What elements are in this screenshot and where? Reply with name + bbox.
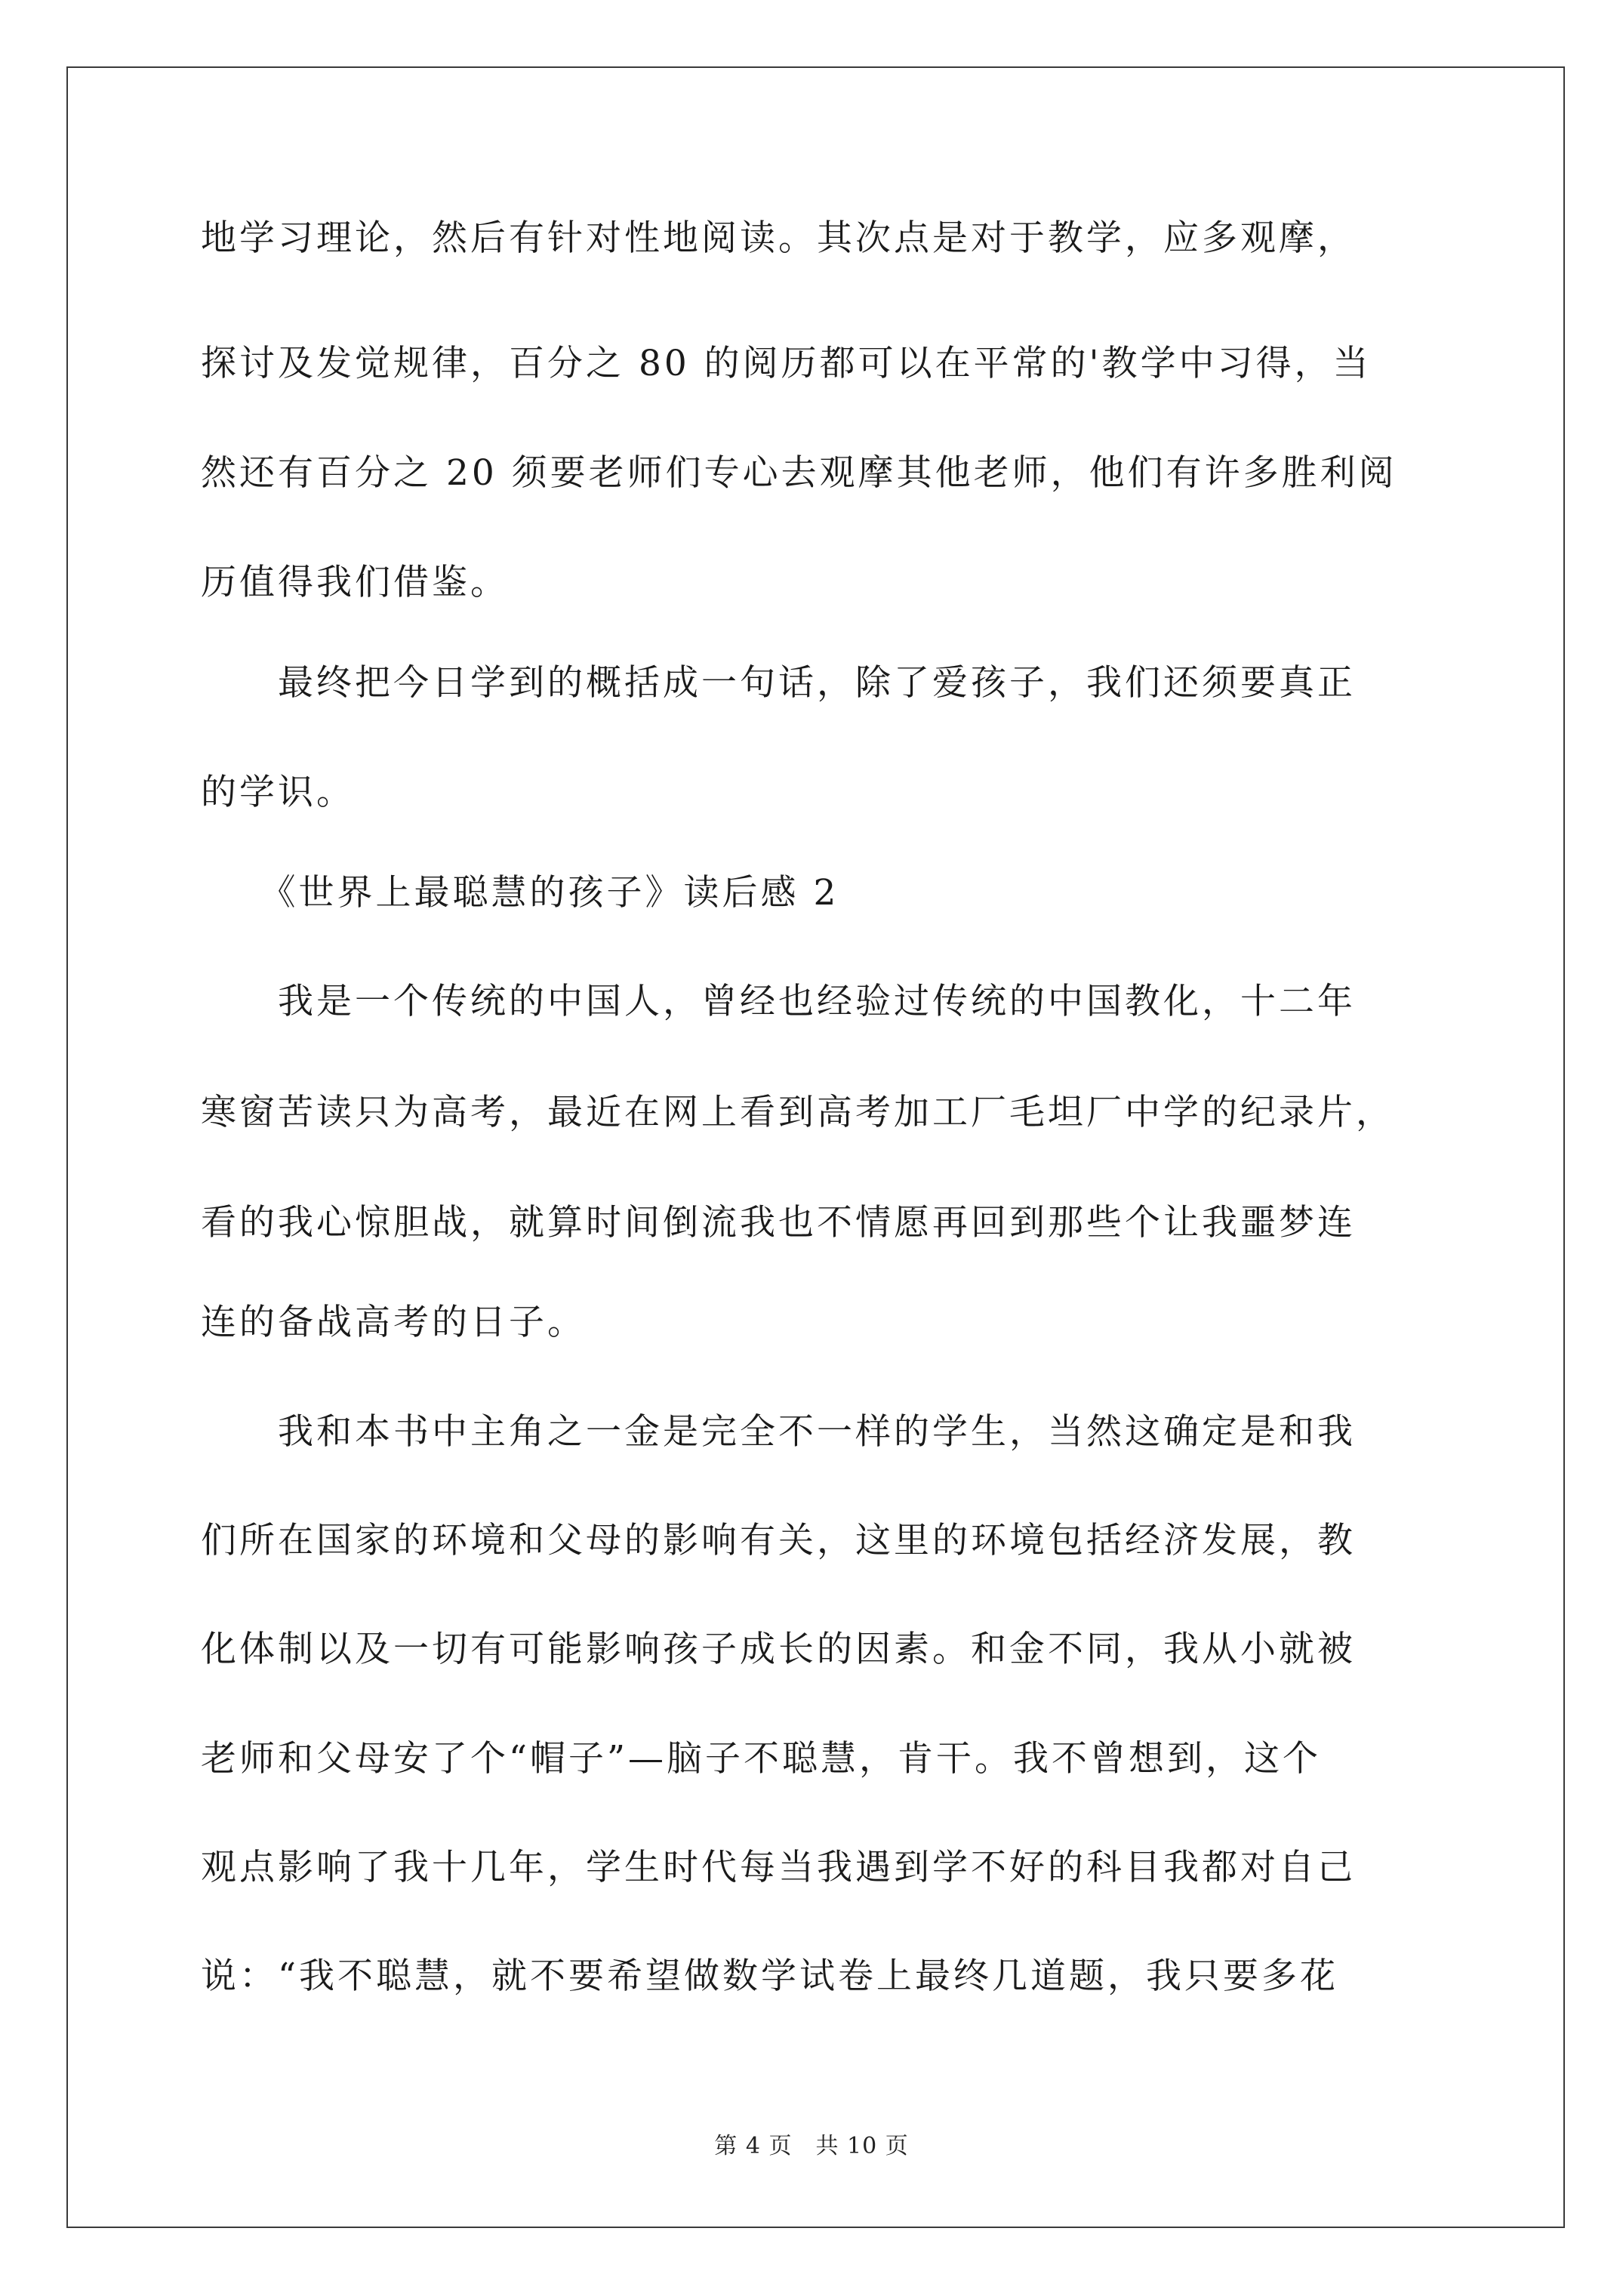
body-text-line: 说：“我不聪慧，就不要希望做数学试卷上最终几道题，我只要多花: [201, 1955, 1339, 1997]
section-heading: 《世界上最聪慧的孩子》读后感 2: [201, 872, 839, 914]
body-text-line: 寒窗苦读只为高考，最近在网上看到高考加工厂毛坦厂中学的纪录片，: [201, 1092, 1394, 1133]
page-number-footer: 第 4 页 共 10 页: [714, 2133, 909, 2159]
body-text-line: 我是一个传统的中国人，曾经也经验过传统的中国教化，十二年: [201, 981, 1356, 1022]
body-text-line: 最终把今日学到的概括成一句话，除了爱孩子，我们还须要真正: [201, 662, 1356, 704]
body-text-line: 历值得我们借鉴。: [201, 562, 509, 603]
body-text-line: 探讨及发觉规律，百分之 80 的阅历都可以在平常的'教学中习得，当: [201, 343, 1372, 384]
body-text-line: 化体制以及一切有可能影响孩子成长的因素。和金不同，我从小就被: [201, 1629, 1356, 1670]
body-text-line: 观点影响了我十几年，学生时代每当我遇到学不好的科目我都对自己: [201, 1847, 1356, 1888]
body-text-line: 连的备战高考的日子。: [201, 1302, 586, 1343]
page-border: [66, 66, 1565, 2228]
body-text-line: 老师和父母安了个“帽子”—脑子不聪慧，肯干。我不曾想到，这个: [201, 1738, 1322, 1780]
body-text-line: 我和本书中主角之一金是完全不一样的学生，当然这确定是和我: [201, 1411, 1356, 1453]
body-text-line: 的学识。: [201, 772, 355, 813]
body-text-line: 们所在国家的环境和父母的影响有关，这里的环境包括经济发展，教: [201, 1520, 1356, 1561]
body-text-line: 地学习理论，然后有针对性地阅读。其次点是对于教学，应多观摩，: [201, 217, 1356, 259]
body-text-line: 看的我心惊胆战，就算时间倒流我也不情愿再回到那些个让我噩梦连: [201, 1202, 1356, 1244]
body-text-line: 然还有百分之 20 须要老师们专心去观摩其他老师，他们有许多胜利阅: [201, 452, 1397, 494]
